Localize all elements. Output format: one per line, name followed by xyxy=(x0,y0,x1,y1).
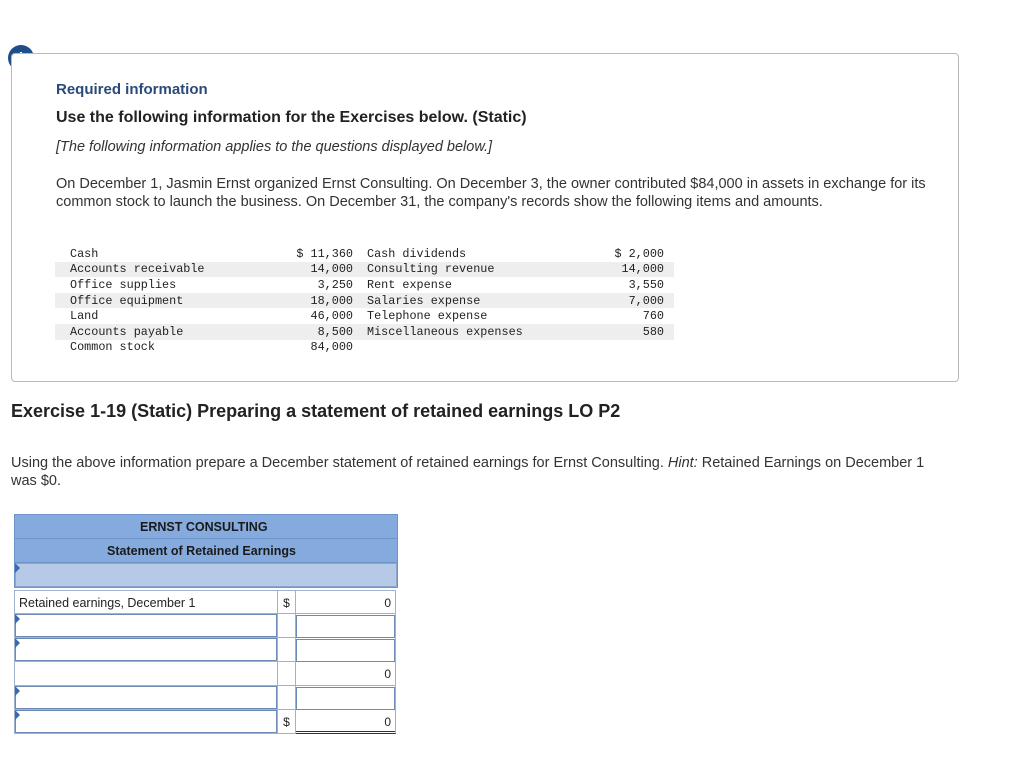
row-label-input[interactable] xyxy=(15,614,277,637)
company-name-text: ERNST CONSULTING xyxy=(140,520,268,534)
required-information-panel xyxy=(11,53,959,382)
account-amount: 580 xyxy=(600,324,674,340)
table-row xyxy=(55,246,674,262)
row-label-cell xyxy=(14,662,278,686)
account-name: Common stock xyxy=(70,340,155,355)
account-amount xyxy=(600,340,674,356)
symbol-cell xyxy=(278,614,296,638)
row-label-input[interactable] xyxy=(15,686,277,709)
retained-earnings-dec1-amount: 0 xyxy=(296,590,396,614)
table-row xyxy=(55,324,674,340)
input-marker-icon xyxy=(15,710,20,720)
account-name: Accounts receivable xyxy=(55,262,279,278)
amount-cell xyxy=(296,686,396,710)
dollar-sign: $ xyxy=(278,710,296,734)
account-amount: $ 2,000 xyxy=(614,246,664,261)
account-name: Rent expense xyxy=(367,277,452,292)
instructions-note: [The following information applies to the questions displayed below.] xyxy=(56,139,493,155)
company-name xyxy=(15,515,398,539)
account-amount: 760 xyxy=(642,309,664,324)
exercise-description xyxy=(11,454,931,490)
account-balances-table xyxy=(55,246,674,355)
amount-input[interactable] xyxy=(296,687,395,710)
account-name: Salaries expense xyxy=(353,293,600,309)
account-amount: $ 11,360 xyxy=(296,246,353,261)
account-amount: 7,000 xyxy=(600,293,674,309)
statement-date-row xyxy=(15,563,397,587)
account-amount: 8,500 xyxy=(279,324,353,340)
symbol-cell xyxy=(278,662,296,686)
amount-input[interactable] xyxy=(296,615,395,638)
table-row xyxy=(55,308,674,324)
amount-cell xyxy=(296,638,396,662)
hint-text: Retained Earnings on December 1 was $0. xyxy=(11,455,925,489)
dollar-sign: $ xyxy=(278,590,296,614)
worksheet-row xyxy=(14,662,398,686)
required-information-title: Required information xyxy=(56,81,208,98)
symbol-cell xyxy=(278,686,296,710)
account-name: Cash dividends xyxy=(367,246,467,261)
table-row xyxy=(55,262,674,278)
instructions-heading: Use the following information for the Exercises below. (Static) xyxy=(56,109,527,126)
account-name: Consulting revenue xyxy=(353,262,600,278)
row-label-input[interactable] xyxy=(15,710,277,733)
worksheet-row xyxy=(14,710,398,734)
input-marker-icon xyxy=(15,686,20,696)
row-label-cell xyxy=(14,710,278,734)
symbol-cell xyxy=(278,638,296,662)
account-amount: 3,550 xyxy=(628,277,664,292)
account-amount: 3,250 xyxy=(317,277,353,292)
account-name: Accounts payable xyxy=(55,324,279,340)
input-marker-icon xyxy=(15,614,20,624)
exercise-title: Exercise 1-19 (Static) Preparing a statement of retained earnings LO P2 xyxy=(11,401,621,421)
retained-earnings-dec1-label: Retained earnings, December 1 xyxy=(14,590,278,614)
hint-label: Hint: xyxy=(667,455,698,471)
account-name: Office equipment xyxy=(55,293,279,309)
account-amount: 84,000 xyxy=(310,340,353,355)
subtotal-amount: 0 xyxy=(296,662,396,686)
account-amount: 14,000 xyxy=(600,262,674,278)
table-row xyxy=(55,277,674,293)
row-label-cell xyxy=(14,638,278,662)
statement-title-text: Statement of Retained Earnings xyxy=(107,544,296,558)
account-name: Office supplies xyxy=(70,277,177,292)
row-label-input[interactable] xyxy=(15,638,277,661)
input-marker-icon xyxy=(15,563,20,573)
account-name: Cash xyxy=(70,246,99,261)
retained-earnings-worksheet xyxy=(14,514,398,734)
worksheet-row xyxy=(14,614,398,638)
amount-input[interactable] xyxy=(296,639,395,662)
table-row xyxy=(55,340,674,356)
worksheet-row xyxy=(14,638,398,662)
account-name: Miscellaneous expenses xyxy=(353,324,600,340)
row-label-cell xyxy=(14,686,278,710)
account-amount: 14,000 xyxy=(279,262,353,278)
worksheet-header xyxy=(14,514,398,588)
statement-title xyxy=(15,539,397,563)
input-marker-icon xyxy=(15,638,20,648)
worksheet-row xyxy=(14,590,398,614)
amount-cell xyxy=(296,614,396,638)
account-amount: 46,000 xyxy=(310,309,353,324)
account-name: Land xyxy=(70,309,99,324)
table-row xyxy=(55,293,674,309)
statement-date-input[interactable] xyxy=(15,563,397,587)
total-amount: 0 xyxy=(296,710,396,734)
scenario-paragraph: On December 1, Jasmin Ernst organized Ernst Consulting. On December 3, the owner contributed $84,000 in assets in exchange for its common stock to launch the business. On December 31, the company's records show the following items and amounts. xyxy=(56,176,926,210)
exercise-description-text: Using the above information prepare a December statement of retained earnings for Ernst Consulting. xyxy=(11,455,668,471)
account-name: Telephone expense xyxy=(367,309,488,324)
account-name xyxy=(353,340,600,356)
account-amount: 18,000 xyxy=(279,293,353,309)
worksheet-row xyxy=(14,686,398,710)
row-label-cell xyxy=(14,614,278,638)
